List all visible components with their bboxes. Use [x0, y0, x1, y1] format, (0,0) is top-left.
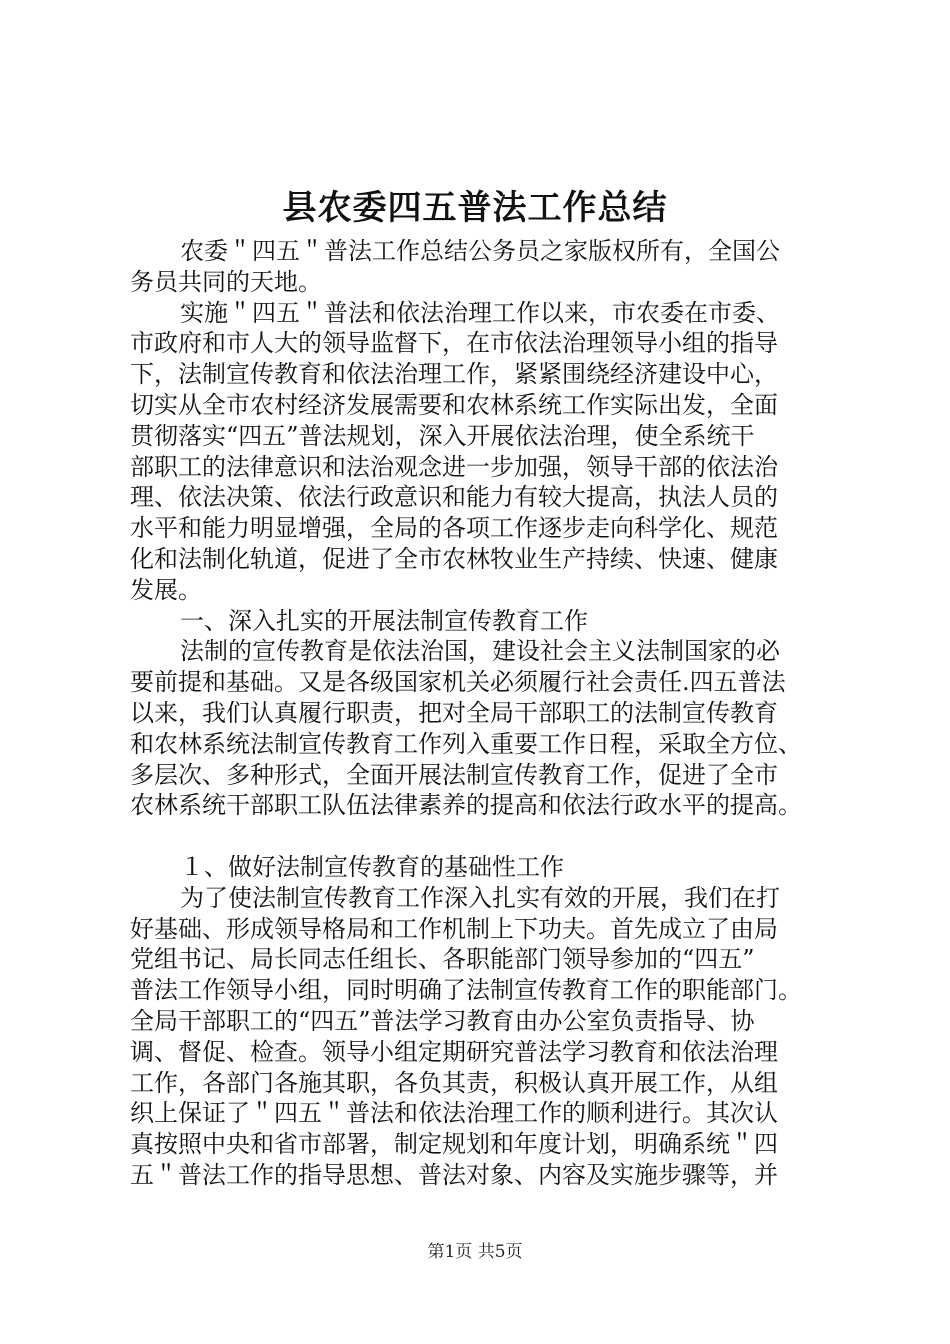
text-line: 调、督促、检查。领导小组定期研究普法学习教育和依法治理 — [130, 1037, 778, 1066]
text-line: 工作，各部门各施其职，各负其责，积极认真开展工作，从组 — [130, 1068, 778, 1097]
text-line: 化和法制化轨道，促进了全市农林牧业生产持续、快速、健康 — [130, 544, 778, 573]
text-line: 真按照中央和省市部署，制定规划和年度计划，明确系统＂四 — [130, 1130, 778, 1159]
text-line: 多层次、多种形式，全面开展法制宣传教育工作，促进了全市 — [130, 760, 778, 789]
text-line: 水平和能力明显增强，全局的各项工作逐步走向科学化、规范 — [130, 514, 778, 543]
text-line: 和农林系统法制宣传教育工作列入重要工作日程，采取全方位、 — [130, 729, 802, 758]
text-line: 全局干部职工的“四五”普法学习教育由办公室负责指导、协 — [130, 1006, 755, 1035]
text-line: 切实从全市农村经济发展需要和农林系统工作实际出发，全面 — [130, 390, 778, 419]
text-line: 以来，我们认真履行职责，把对全局干部职工的法制宣传教育 — [130, 698, 778, 727]
text-line: 好基础、形成领导格局和工作机制上下功夫。首先成立了由局 — [130, 914, 778, 943]
text-line: 五＂普法工作的指导思想、普法对象、内容及实施步骤等，并 — [130, 1160, 778, 1189]
text-line: 贯彻落实“四五”普法规划，深入开展依法治理，使全系统干 — [130, 421, 755, 450]
text-line: 农林系统干部职工队伍法律素养的提高和依法行政水平的提高。 — [130, 791, 802, 820]
text-line: 部职工的法律意识和法治观念进一步加强，领导干部的依法治 — [130, 452, 778, 481]
text-line: 普法工作领导小组，同时明确了法制宣传教育工作的职能部门。 — [130, 976, 802, 1005]
text-line: 下，法制宣传教育和依法治理工作，紧紧围绕经济建设中心， — [130, 360, 778, 389]
text-line: １、做好法制宣传教育的基础性工作 — [180, 852, 564, 881]
text-line: 为了使法制宣传教育工作深入扎实有效的开展，我们在打 — [180, 883, 780, 912]
blank-line — [130, 821, 830, 852]
text-line: 要前提和基础。又是各级国家机关必须履行社会责任.四五普法 — [130, 668, 786, 697]
page-footer: 第1页 共5页 — [427, 1242, 523, 1262]
text-line: 理、依法决策、依法行政意识和能力有较大提高，执法人员的 — [130, 483, 778, 512]
text-line: 实施＂四五＂普法和依法治理工作以来，市农委在市委、 — [180, 298, 780, 327]
text-line: 织上保证了＂四五＂普法和依法治理工作的顺利进行。其次认 — [130, 1099, 778, 1128]
document-body — [130, 236, 830, 1191]
document-title: 县农委四五普法工作总结 — [282, 188, 668, 228]
text-line: 一、深入扎实的开展法制宣传教育工作 — [180, 606, 588, 635]
text-line: 市政府和市人大的领导监督下，在市依法治理领导小组的指导 — [130, 329, 778, 358]
text-line: 农委＂四五＂普法工作总结公务员之家版权所有，全国公 — [180, 237, 780, 265]
text-line: 发展。 — [130, 575, 202, 604]
text-line: 务员共同的天地。 — [130, 267, 322, 296]
text-line: 法制的宣传教育是依法治国，建设社会主义法制国家的必 — [180, 637, 780, 666]
text-line: 党组书记、局长同志任组长、各职能部门领导参加的“四五” — [130, 945, 755, 974]
